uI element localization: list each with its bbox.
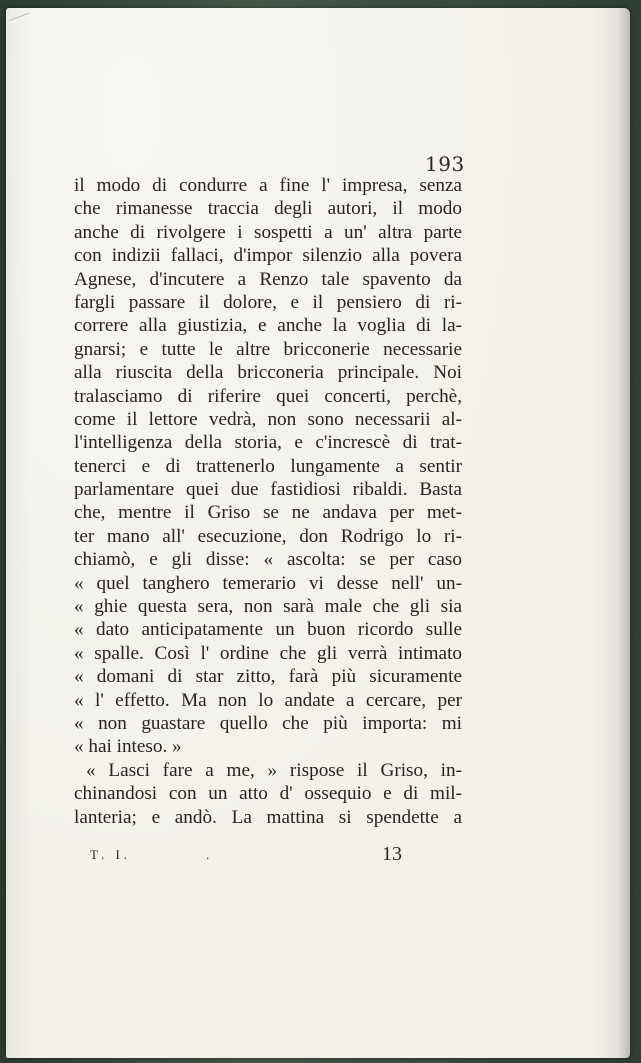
text-line: fargli passare il dolore, e il pensiero di ri-	[74, 291, 462, 313]
text-line: che, mentre il Griso se ne andava per met-	[74, 502, 462, 524]
text-line: « non guastare quello che più importa: mi	[74, 712, 462, 734]
corner-pencil-mark	[9, 13, 33, 31]
text-line: Agnese, d'incutere a Renzo tale spavento da	[74, 268, 462, 290]
text-line: « domani di star zitto, farà più sicuramente	[74, 666, 462, 688]
volume-signature: T. I.	[90, 847, 132, 862]
sheet-number: 13	[382, 843, 402, 865]
text-line: lanteria; e andò. La mattina si spendette a	[74, 806, 462, 828]
text-line: gnarsi; e tutte le altre bricconerie necessarie	[74, 338, 462, 360]
text-line: « hai inteso. »	[74, 736, 182, 758]
text-line: chiamò, e gli disse: « ascolta: se per caso	[74, 549, 462, 571]
text-line: tralasciamo di riferire quei concerti, perchè,	[74, 385, 462, 407]
text-line: parlamentare quei due fastidiosi ribaldi. Basta	[74, 479, 462, 501]
page-number: 193	[425, 152, 465, 176]
text-line: con indizii fallaci, d'impor silenzio alla povera	[74, 245, 462, 267]
page-gutter-shadow	[618, 8, 630, 1058]
text-line: il modo di condurre a fine l' impresa, senza	[74, 175, 462, 196]
text-line: ter mano all' esecuzione, don Rodrigo lo ri-	[74, 525, 462, 547]
text-line: tenerci e di trattenerlo lungamente a sentir	[74, 455, 462, 477]
text-line: anche di rivolgere i sospetti a un' altra parte	[74, 221, 462, 243]
text-line: « Lasci fare a me, » rispose il Griso, in-	[86, 759, 462, 781]
body-text	[74, 174, 462, 829]
signature-dot: .	[206, 847, 210, 862]
text-line: come il lettore vedrà, non sono necessarii al-	[74, 408, 462, 430]
text-line: « spalle. Così l' ordine che gli verrà intimato	[74, 642, 462, 664]
text-line: « ghie questa sera, non sarà male che gli sia	[74, 596, 462, 618]
text-line: « l' effetto. Ma non lo andate a cercare, per	[74, 689, 462, 711]
text-line: « quel tanghero temerario vi desse nell' un-	[74, 572, 462, 594]
text-line: « dato anticipatamente un buon ricordo sulle	[74, 619, 462, 641]
text-line: chinandosi con un atto d' ossequio e di mil-	[74, 783, 462, 805]
text-line: l'intelligenza della storia, e c'increscè di trat-	[74, 432, 462, 454]
text-line: correre alla giustizia, e anche la voglia di la-	[74, 315, 462, 337]
page-footer	[74, 843, 462, 867]
text-line: alla riuscita della bricconeria principale. Noi	[74, 362, 462, 384]
text-line: che rimanesse traccia degli autori, il modo	[74, 198, 462, 220]
